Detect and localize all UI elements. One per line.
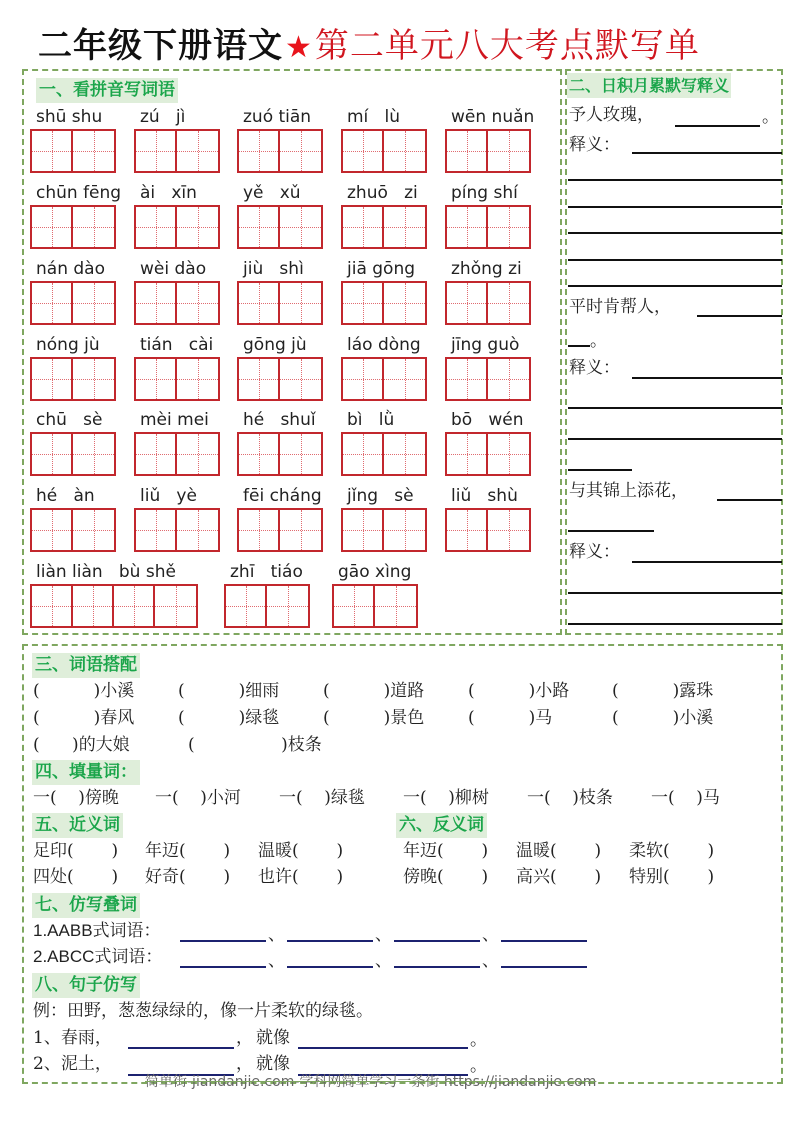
antonym-item[interactable]: 柔软( ) (629, 841, 715, 861)
character-cell[interactable] (334, 586, 375, 626)
star-icon: ★ (285, 30, 313, 65)
collocation-item[interactable]: ( )绿毯 (178, 708, 280, 728)
tianzige-grid[interactable] (30, 205, 116, 249)
tianzige-grid[interactable] (332, 584, 418, 628)
synonym-item[interactable]: 年迈( ) (145, 841, 231, 861)
pinyin-label: chū sè (36, 410, 103, 430)
character-cell[interactable] (136, 131, 177, 171)
tianzige-grid[interactable] (237, 129, 323, 173)
character-cell[interactable] (343, 207, 384, 247)
aabb-answer-line[interactable] (287, 940, 373, 942)
idiom2-answer-line-cont[interactable] (568, 345, 590, 347)
collocation-item[interactable]: ( )小溪 (33, 681, 135, 701)
idiom1-meaning-line[interactable] (632, 152, 782, 154)
tianzige-grid[interactable] (30, 357, 116, 401)
sentence1-blank2[interactable] (298, 1047, 468, 1049)
pinyin-label: jīng guò (451, 335, 520, 355)
pinyin-label: bō wén (451, 410, 524, 430)
pinyin-label: gōng jù (243, 335, 307, 355)
collocation-item[interactable]: ( )细雨 (178, 681, 280, 701)
period: 。 (470, 1056, 487, 1076)
character-cell[interactable] (447, 131, 488, 171)
character-cell[interactable] (488, 510, 529, 550)
character-cell[interactable] (136, 434, 177, 474)
pinyin-label: liǔ yè (140, 486, 197, 506)
pinyin-label: nóng jù (36, 335, 100, 355)
character-cell[interactable] (343, 283, 384, 323)
tianzige-grid[interactable] (237, 357, 323, 401)
character-cell[interactable] (384, 359, 425, 399)
tianzige-grid[interactable] (30, 432, 116, 476)
idiom3-answer-line[interactable] (717, 499, 782, 501)
idiom2-meaning-label: 释义： (569, 358, 620, 378)
character-cell[interactable] (488, 359, 529, 399)
idiom2-meaning-line[interactable] (632, 377, 782, 379)
tianzige-grid[interactable] (341, 281, 427, 325)
separator: 、 (375, 951, 392, 971)
character-cell[interactable] (32, 510, 73, 550)
pinyin-label: nán dào (36, 259, 105, 279)
idiom1-meaning-line[interactable] (568, 259, 782, 261)
character-cell[interactable] (488, 207, 529, 247)
antonym-item[interactable]: 年迈( ) (403, 841, 489, 861)
idiom2-meaning-line[interactable] (568, 407, 782, 409)
tianzige-grid[interactable] (445, 432, 531, 476)
tianzige-grid[interactable] (341, 129, 427, 173)
watermark: 简单街-jiandanjie.com-学科网简单学习一条街 https://jiandanjie.com (145, 1074, 597, 1090)
abcc-answer-line[interactable] (287, 966, 373, 968)
tianzige-grid[interactable] (224, 584, 310, 628)
idiom1-meaning-line[interactable] (568, 206, 782, 208)
pinyin-label: mí lù (347, 107, 400, 127)
character-cell[interactable] (177, 283, 218, 323)
separator: 、 (482, 951, 499, 971)
collocation-item[interactable]: ( )小路 (468, 681, 570, 701)
aabb-answer-line[interactable] (501, 940, 587, 942)
page-title (38, 24, 700, 68)
character-cell[interactable] (447, 283, 488, 323)
character-cell[interactable] (343, 434, 384, 474)
character-cell[interactable] (267, 586, 308, 626)
character-cell[interactable] (155, 586, 196, 626)
character-cell[interactable] (239, 131, 280, 171)
character-cell[interactable] (177, 131, 218, 171)
character-cell[interactable] (32, 131, 73, 171)
tianzige-grid[interactable] (341, 508, 427, 552)
separator: 、 (268, 925, 285, 945)
character-cell[interactable] (447, 207, 488, 247)
character-cell[interactable] (136, 207, 177, 247)
pinyin-label: bì lǜ (347, 410, 395, 430)
pinyin-label: yě xǔ (243, 183, 301, 203)
character-cell[interactable] (73, 586, 114, 626)
idiom1-meaning-line[interactable] (568, 232, 782, 234)
pinyin-label: chūn fēng (36, 183, 122, 203)
idiom1-text: 予人玫瑰， (569, 105, 654, 125)
character-cell[interactable] (136, 283, 177, 323)
tianzige-grid[interactable] (341, 205, 427, 249)
character-cell[interactable] (280, 359, 321, 399)
pinyin-label: ài xīn (140, 183, 197, 203)
character-cell[interactable] (177, 359, 218, 399)
idiom2-meaning-line[interactable] (568, 438, 782, 440)
character-cell[interactable] (177, 207, 218, 247)
character-cell[interactable] (114, 586, 155, 626)
character-cell[interactable] (177, 510, 218, 550)
tianzige-grid[interactable] (445, 357, 531, 401)
character-cell[interactable] (32, 359, 73, 399)
pinyin-label: shū shu (36, 107, 103, 127)
sentence1-start: 1、春雨， (33, 1028, 112, 1048)
measure-word-item[interactable]: 一( )小河 (155, 788, 241, 808)
character-cell[interactable] (32, 434, 73, 474)
character-cell[interactable] (280, 283, 321, 323)
collocation-item[interactable]: ( )景色 (323, 708, 425, 728)
antonym-item[interactable]: 傍晚( ) (403, 867, 489, 887)
collocation-item[interactable]: ( )枝条 (188, 735, 322, 755)
tianzige-grid[interactable] (134, 508, 220, 552)
aabb-answer-line[interactable] (394, 940, 480, 942)
pinyin-label: zú jì (140, 107, 186, 127)
synonym-item[interactable]: 好奇( ) (145, 867, 231, 887)
synonym-item[interactable]: 温暖( ) (258, 841, 344, 861)
tianzige-grid[interactable] (134, 357, 220, 401)
tianzige-grid[interactable] (30, 584, 198, 628)
pinyin-label: jǐng sè (347, 486, 414, 506)
title-unit: 第二单元八大考点默写单 (314, 26, 700, 66)
section2-heading: 二、日积月累默写释义 (567, 73, 731, 98)
character-cell[interactable] (239, 283, 280, 323)
section8-heading: 八、句子仿写 (32, 973, 140, 998)
character-cell[interactable] (177, 434, 218, 474)
pinyin-label: wēn nuǎn (451, 107, 535, 127)
character-cell[interactable] (73, 283, 114, 323)
pinyin-label: zhuō zi (347, 183, 418, 203)
separator: 、 (482, 925, 499, 945)
pinyin-label: gāo xìng (338, 562, 412, 582)
character-cell[interactable] (343, 510, 384, 550)
aabb-label: 1.AABB式词语： (33, 921, 161, 940)
character-cell[interactable] (32, 586, 73, 626)
character-cell[interactable] (280, 131, 321, 171)
idiom2-answer-line[interactable] (697, 315, 782, 317)
measure-word-item[interactable]: 一( )柳树 (403, 788, 489, 808)
character-cell[interactable] (136, 510, 177, 550)
abcc-label: 2.ABCC式词语： (33, 947, 163, 966)
section6-heading: 六、反义词 (396, 813, 487, 838)
tianzige-grid[interactable] (445, 281, 531, 325)
idiom2-text: 平时肯帮人， (569, 297, 671, 317)
pinyin-label: zuó tiān (243, 107, 312, 127)
measure-word-item[interactable]: 一( )马 (651, 788, 720, 808)
idiom2-period: 。 (590, 331, 607, 351)
pinyin-label: hé shuǐ (243, 410, 316, 430)
character-cell[interactable] (239, 207, 280, 247)
idiom1-answer-line[interactable] (675, 125, 760, 127)
character-cell[interactable] (384, 283, 425, 323)
separator: 、 (375, 925, 392, 945)
section4-heading: 四、填量词： (32, 760, 140, 785)
character-cell[interactable] (384, 207, 425, 247)
character-cell[interactable] (73, 359, 114, 399)
tianzige-grid[interactable] (30, 129, 116, 173)
tianzige-grid[interactable] (237, 508, 323, 552)
character-cell[interactable] (226, 586, 267, 626)
abcc-answer-line[interactable] (394, 966, 480, 968)
idiom1-meaning-line[interactable] (568, 179, 782, 181)
section7-heading: 七、仿写叠词 (32, 893, 140, 918)
tianzige-grid[interactable] (134, 432, 220, 476)
abcc-answer-line[interactable] (501, 966, 587, 968)
pinyin-label: wèi dào (140, 259, 207, 279)
sentence1-like: 就像 (256, 1028, 290, 1048)
section5-heading: 五、近义词 (32, 813, 123, 838)
character-cell[interactable] (343, 359, 384, 399)
idiom1-meaning-line[interactable] (568, 285, 782, 287)
sentence2-start: 2、泥土， (33, 1054, 112, 1074)
tianzige-grid[interactable] (237, 205, 323, 249)
idiom3-meaning-line[interactable] (568, 623, 782, 625)
pinyin-label: fēi cháng (243, 486, 322, 506)
character-cell[interactable] (384, 434, 425, 474)
character-cell[interactable] (280, 510, 321, 550)
separator: 、 (268, 951, 285, 971)
character-cell[interactable] (73, 434, 114, 474)
tianzige-grid[interactable] (445, 508, 531, 552)
character-cell[interactable] (488, 131, 529, 171)
tianzige-grid[interactable] (30, 508, 116, 552)
character-cell[interactable] (32, 283, 73, 323)
section3-heading: 三、词语搭配 (32, 653, 140, 678)
tianzige-grid[interactable] (341, 432, 427, 476)
title-grade: 二年级下册语文 (38, 26, 283, 66)
idiom3-meaning-label: 释义： (569, 542, 620, 562)
character-cell[interactable] (447, 510, 488, 550)
idiom3-meaning-line[interactable] (632, 561, 782, 563)
section1-heading: 一、看拼音写词语 (36, 78, 178, 103)
tianzige-grid[interactable] (134, 129, 220, 173)
abcc-answer-line[interactable] (180, 966, 266, 968)
character-cell[interactable] (280, 207, 321, 247)
tianzige-grid[interactable] (237, 432, 323, 476)
tianzige-grid[interactable] (237, 281, 323, 325)
tianzige-grid[interactable] (30, 281, 116, 325)
pinyin-label: zhī tiáo (230, 562, 303, 582)
character-cell[interactable] (73, 131, 114, 171)
synonym-item[interactable]: 四处( ) (33, 867, 119, 887)
character-cell[interactable] (73, 207, 114, 247)
tianzige-grid[interactable] (445, 205, 531, 249)
pinyin-label: píng shí (451, 183, 518, 203)
character-cell[interactable] (280, 434, 321, 474)
character-cell[interactable] (136, 359, 177, 399)
period: 。 (470, 1030, 487, 1050)
character-cell[interactable] (239, 510, 280, 550)
measure-word-item[interactable]: 一( )傍晚 (33, 788, 119, 808)
synonym-item[interactable]: 也许( ) (258, 867, 344, 887)
measure-word-item[interactable]: 一( )枝条 (527, 788, 613, 808)
collocation-item[interactable]: ( )小溪 (612, 708, 714, 728)
antonym-item[interactable]: 高兴( ) (516, 867, 602, 887)
collocation-item[interactable]: ( )的大娘 (33, 735, 130, 755)
pinyin-label: jiù shì (243, 259, 304, 279)
character-cell[interactable] (239, 434, 280, 474)
character-cell[interactable] (447, 359, 488, 399)
pinyin-label: tián cài (140, 335, 214, 355)
collocation-item[interactable]: ( )马 (468, 708, 553, 728)
idiom3-text: 与其锦上添花， (569, 481, 688, 501)
collocation-item[interactable]: ( )露珠 (612, 681, 714, 701)
character-cell[interactable] (384, 131, 425, 171)
sentence-example: 例：田野，葱葱绿绿的，像一片柔软的绿毯。 (33, 1001, 373, 1021)
sentence1-blank1[interactable] (128, 1047, 234, 1049)
synonym-item[interactable]: 足印( ) (33, 841, 119, 861)
tianzige-grid[interactable] (341, 357, 427, 401)
character-cell[interactable] (488, 434, 529, 474)
idiom3-meaning-line[interactable] (568, 592, 782, 594)
character-cell[interactable] (343, 131, 384, 171)
idiom1-period: 。 (762, 107, 779, 127)
character-cell[interactable] (375, 586, 416, 626)
comma: ， (236, 1054, 253, 1074)
tianzige-grid[interactable] (445, 129, 531, 173)
pinyin-label: láo dòng (347, 335, 421, 355)
character-cell[interactable] (32, 207, 73, 247)
pinyin-label: zhǒng zi (451, 259, 522, 279)
collocation-item[interactable]: ( )道路 (323, 681, 425, 701)
character-cell[interactable] (384, 510, 425, 550)
comma: ， (236, 1028, 253, 1048)
character-cell[interactable] (239, 359, 280, 399)
character-cell[interactable] (488, 283, 529, 323)
idiom3-answer-line-cont[interactable] (568, 530, 654, 532)
sentence2-like: 就像 (256, 1054, 290, 1074)
idiom2-meaning-line[interactable] (568, 469, 632, 471)
pinyin-label: hé àn (36, 486, 95, 506)
pinyin-label: liǔ shù (451, 486, 518, 506)
pinyin-label: liàn liàn bù shě (36, 562, 176, 582)
tianzige-grid[interactable] (134, 281, 220, 325)
pinyin-label: mèi mei (140, 410, 209, 430)
antonym-item[interactable]: 温暖( ) (516, 841, 602, 861)
character-cell[interactable] (73, 510, 114, 550)
aabb-answer-line[interactable] (180, 940, 266, 942)
pinyin-label: jiā gōng (347, 259, 416, 279)
measure-word-item[interactable]: 一( )绿毯 (279, 788, 365, 808)
tianzige-grid[interactable] (134, 205, 220, 249)
antonym-item[interactable]: 特别( ) (629, 867, 715, 887)
idiom1-meaning-label: 释义： (569, 135, 620, 155)
collocation-item[interactable]: ( )春风 (33, 708, 135, 728)
character-cell[interactable] (447, 434, 488, 474)
